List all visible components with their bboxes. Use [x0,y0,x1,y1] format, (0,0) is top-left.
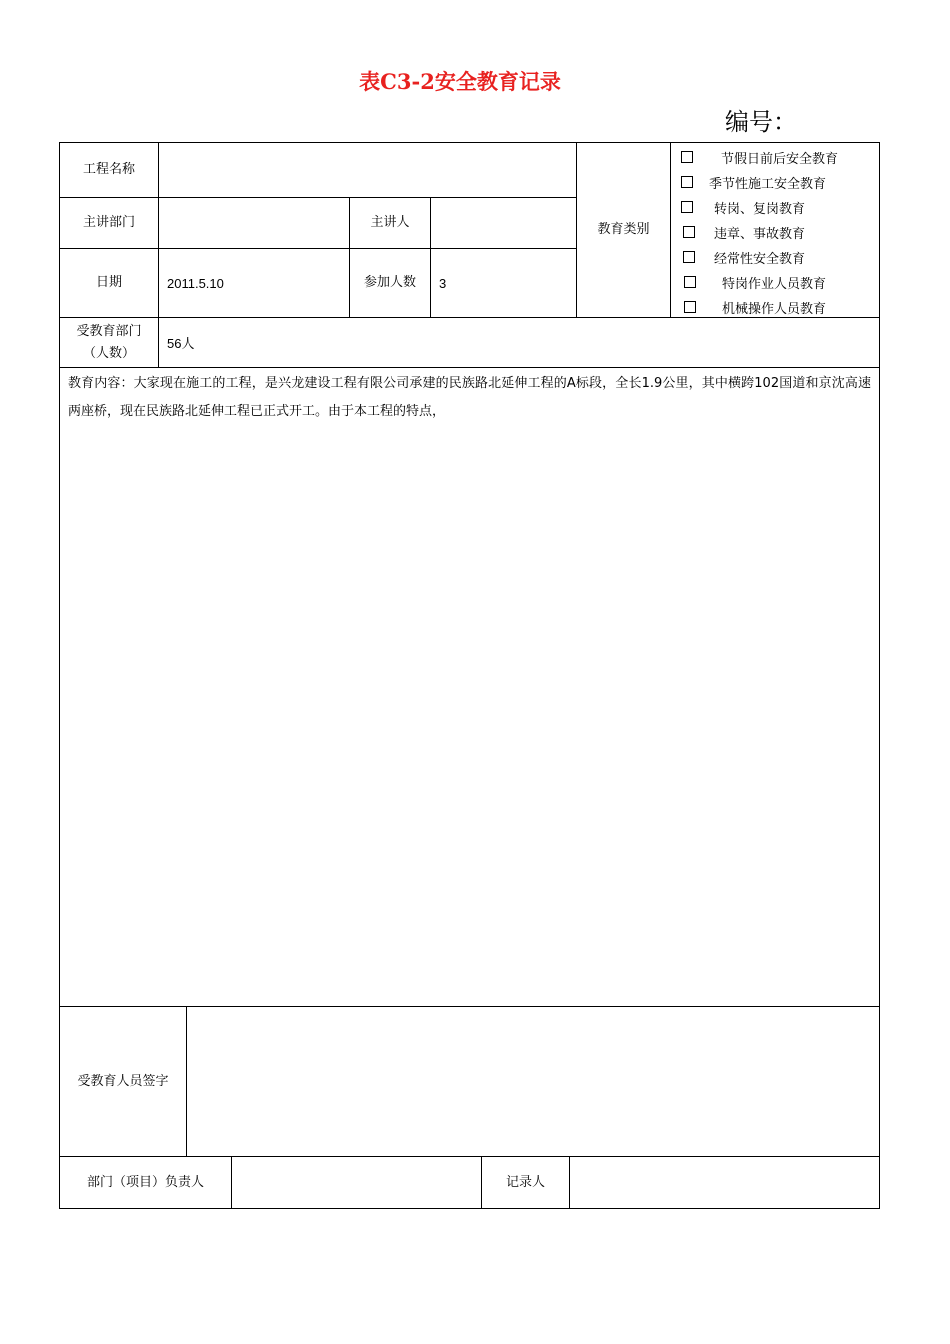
trainee-dept-label-line2: （人数） [82,345,135,361]
project-name-field[interactable] [159,143,576,197]
checkbox-icon[interactable] [681,201,693,213]
edu-type-option-label: 节假日前后安全教育 [721,151,839,167]
recorder-label: 记录人 [505,1174,545,1190]
edu-type-option[interactable] [671,270,879,294]
edu-type-option[interactable] [671,245,879,269]
manager-label: 部门（项目）负责人 [86,1174,204,1190]
date-field[interactable]: 2011.5.10 [167,275,224,291]
participants-field[interactable]: 3 [439,275,447,291]
date-label: 日期 [95,275,122,290]
trainee-dept-label-line1: 受教育部门 [76,323,142,339]
dept-label: 主讲部门 [82,215,135,230]
edu-type-option-label: 季节性施工安全教育 [709,176,827,192]
checkbox-icon[interactable] [683,226,695,238]
edu-type-option[interactable] [671,295,879,319]
edu-type-option[interactable] [671,145,879,169]
edu-type-option-label: 特岗作业人员教育 [722,276,827,292]
recorder-field[interactable] [570,1157,879,1208]
edu-type-option-label: 机械操作人员教育 [722,301,827,317]
edu-type-option[interactable] [671,195,879,219]
project-name-label: 工程名称 [82,162,135,177]
edu-type-option-label: 转岗、复岗教育 [714,201,806,217]
manager-field[interactable] [232,1157,481,1208]
trainee-dept-label [60,318,158,367]
doc-number-label: 编号： [725,108,797,136]
edu-type-label: 教育类别 [597,222,650,237]
edu-type-option-label: 经常性安全教育 [714,251,806,267]
signature-label: 受教育人员签字 [77,1073,169,1089]
speaker-field[interactable] [431,198,576,248]
edu-type-option[interactable] [671,220,879,244]
speaker-label: 主讲人 [370,215,410,230]
checkbox-icon[interactable] [683,251,695,263]
checkbox-icon[interactable] [684,301,696,313]
checkbox-icon[interactable] [681,176,693,188]
edu-type-option-label: 违章、事故教育 [714,226,806,242]
education-content[interactable]: 教育内容：大家现在施工的工程，是兴龙建设工程有限公司承建的民族路北延伸工程的A标段，全长1.9公里，其中横跨102国道和京沈高速两座桥，现在民族路北延伸工程已正式开工。由于本工程的特点， [68,376,871,419]
checkbox-icon[interactable] [681,151,693,163]
edu-type-option[interactable] [671,170,879,194]
signature-field[interactable] [187,1007,879,1156]
form-title: 表C3-2安全教育记录 [359,69,561,94]
checkbox-icon[interactable] [684,276,696,288]
participants-label: 参加人数 [363,275,416,290]
trainee-dept-field[interactable]: 56人 [167,336,195,351]
dept-field[interactable] [159,198,349,248]
